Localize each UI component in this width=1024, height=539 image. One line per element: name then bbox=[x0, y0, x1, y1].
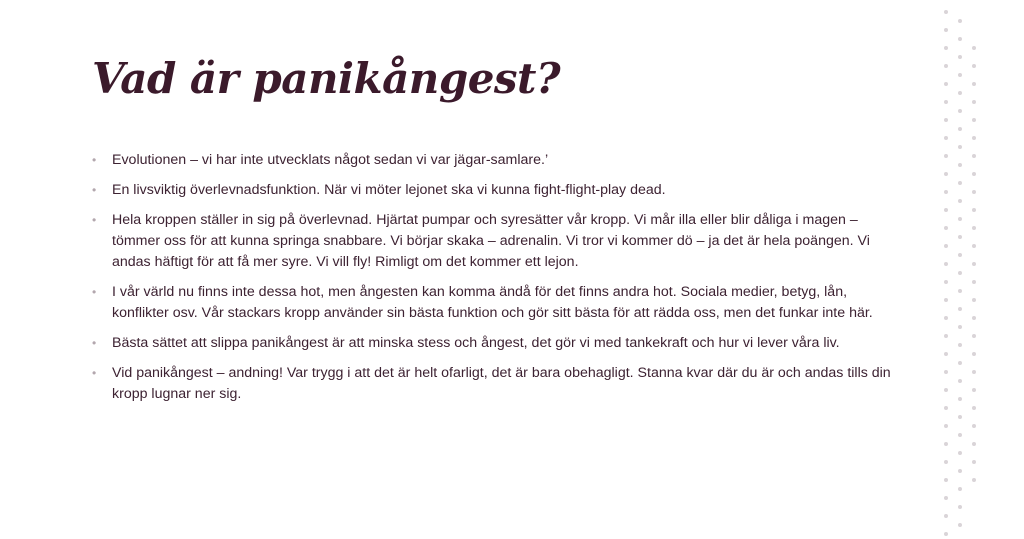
decorative-dot bbox=[944, 46, 948, 50]
bullet-dot-icon: • bbox=[92, 183, 97, 197]
decorative-dot bbox=[972, 424, 976, 428]
decorative-dot bbox=[958, 271, 962, 275]
decorative-dot bbox=[972, 244, 976, 248]
decorative-dot bbox=[972, 136, 976, 140]
bullet-text: Evolutionen – vi har inte utvecklats något sedan vi var jägar-samlare.’ bbox=[112, 152, 549, 168]
decorative-dot bbox=[972, 370, 976, 374]
decorative-dot bbox=[972, 64, 976, 68]
decorative-dot bbox=[972, 172, 976, 176]
decorative-dot bbox=[944, 496, 948, 500]
decorative-dot bbox=[944, 532, 948, 536]
decorative-dot bbox=[958, 199, 962, 203]
decorative-dot bbox=[944, 262, 948, 266]
decorative-dot bbox=[958, 415, 962, 419]
bullet-dot-icon: • bbox=[92, 366, 97, 380]
decorative-dot bbox=[944, 406, 948, 410]
decorative-dot bbox=[944, 136, 948, 140]
decorative-dot bbox=[958, 19, 962, 23]
bullet-item bbox=[92, 333, 904, 354]
decorative-dot bbox=[944, 298, 948, 302]
bullet-text: En livsviktig överlevnadsfunktion. När vi möter lejonet ska vi kunna fight-flight-play dead. bbox=[112, 182, 666, 198]
decorative-dot bbox=[972, 226, 976, 230]
decorative-dot bbox=[958, 361, 962, 365]
decorative-dot bbox=[958, 469, 962, 473]
decorative-dot bbox=[972, 388, 976, 392]
decorative-dot bbox=[958, 73, 962, 77]
decorative-dot bbox=[944, 208, 948, 212]
decorative-dot bbox=[958, 487, 962, 491]
bullet-text: Hela kroppen ställer in sig på överlevnad. Hjärtat pumpar och syresätter vår kropp. Vi mår illa eller blir dåliga i magen – tömmer oss för att kunna springa snabbare. Vi börjar skaka – adrenalin. Vi tror vi kommer dö – ja det är hela poängen. Vi andas häftigt för att få mer syre. Vi vill fly! Rimligt om det kommer ett lejon. bbox=[112, 212, 870, 270]
decorative-dot bbox=[972, 154, 976, 158]
decorative-dot-pattern bbox=[938, 0, 988, 539]
bullet-dot-icon: • bbox=[92, 285, 97, 299]
decorative-dot bbox=[972, 442, 976, 446]
decorative-dot bbox=[972, 280, 976, 284]
decorative-dot bbox=[958, 397, 962, 401]
decorative-dot bbox=[958, 253, 962, 257]
decorative-dot bbox=[972, 352, 976, 356]
decorative-dot bbox=[944, 28, 948, 32]
decorative-dot bbox=[958, 451, 962, 455]
decorative-dot bbox=[944, 226, 948, 230]
bullet-item bbox=[92, 210, 904, 273]
decorative-dot bbox=[958, 523, 962, 527]
decorative-dot bbox=[944, 352, 948, 356]
decorative-dot bbox=[972, 406, 976, 410]
bullet-text: Vid panikångest – andning! Var trygg i att det är helt ofarligt, det är bara obehagligt. Stanna kvar där du är och andas tills din kropp lugnar ner sig. bbox=[112, 365, 891, 402]
decorative-dot bbox=[944, 244, 948, 248]
decorative-dot bbox=[944, 478, 948, 482]
bullet-item bbox=[92, 150, 904, 171]
decorative-dot bbox=[944, 334, 948, 338]
bullet-list bbox=[92, 150, 904, 414]
slide-title: Vad är panikångest? bbox=[92, 54, 561, 103]
decorative-dot bbox=[944, 280, 948, 284]
decorative-dot bbox=[958, 109, 962, 113]
decorative-dot bbox=[958, 289, 962, 293]
decorative-dot bbox=[958, 325, 962, 329]
decorative-dot bbox=[958, 433, 962, 437]
decorative-dot bbox=[944, 424, 948, 428]
decorative-dot bbox=[958, 379, 962, 383]
decorative-dot bbox=[972, 208, 976, 212]
decorative-dot bbox=[944, 370, 948, 374]
decorative-dot bbox=[958, 505, 962, 509]
decorative-dot bbox=[972, 100, 976, 104]
decorative-dot bbox=[972, 262, 976, 266]
bullet-dot-icon: • bbox=[92, 213, 97, 227]
decorative-dot bbox=[958, 127, 962, 131]
decorative-dot bbox=[958, 181, 962, 185]
decorative-dot bbox=[972, 82, 976, 86]
decorative-dot bbox=[972, 316, 976, 320]
decorative-dot bbox=[972, 118, 976, 122]
decorative-dot bbox=[944, 154, 948, 158]
decorative-dot bbox=[958, 217, 962, 221]
decorative-dot bbox=[944, 64, 948, 68]
decorative-dot bbox=[944, 118, 948, 122]
decorative-dot bbox=[958, 343, 962, 347]
decorative-dot bbox=[972, 460, 976, 464]
bullet-item bbox=[92, 180, 904, 201]
bullet-text: Bästa sättet att slippa panikångest är att minska stess och ångest, det gör vi med tankekraft och hur vi lever våra liv. bbox=[112, 335, 840, 351]
decorative-dot bbox=[972, 334, 976, 338]
decorative-dot bbox=[944, 460, 948, 464]
decorative-dot bbox=[944, 190, 948, 194]
bullet-dot-icon: • bbox=[92, 336, 97, 350]
decorative-dot bbox=[944, 442, 948, 446]
bullet-item bbox=[92, 282, 904, 324]
decorative-dot bbox=[958, 145, 962, 149]
decorative-dot bbox=[958, 55, 962, 59]
decorative-dot bbox=[972, 46, 976, 50]
decorative-dot bbox=[972, 190, 976, 194]
decorative-dot bbox=[944, 100, 948, 104]
decorative-dot bbox=[958, 37, 962, 41]
decorative-dot bbox=[944, 10, 948, 14]
decorative-dot bbox=[944, 172, 948, 176]
decorative-dot bbox=[944, 388, 948, 392]
decorative-dot bbox=[972, 298, 976, 302]
decorative-dot bbox=[958, 91, 962, 95]
decorative-dot bbox=[958, 163, 962, 167]
bullet-text: I vår värld nu finns inte dessa hot, men ångesten kan komma ändå för det finns andra hot. Sociala medier, betyg, lån, konflikter osv. Vår stackars kropp använder sin bästa funktion och gör sitt bästa för att rädda oss, men det funkar inte här. bbox=[112, 284, 873, 321]
decorative-dot bbox=[944, 316, 948, 320]
bullet-item bbox=[92, 363, 904, 405]
decorative-dot bbox=[944, 514, 948, 518]
decorative-dot bbox=[958, 235, 962, 239]
decorative-dot bbox=[958, 307, 962, 311]
bullet-dot-icon: • bbox=[92, 153, 97, 167]
decorative-dot bbox=[972, 478, 976, 482]
decorative-dot bbox=[944, 82, 948, 86]
